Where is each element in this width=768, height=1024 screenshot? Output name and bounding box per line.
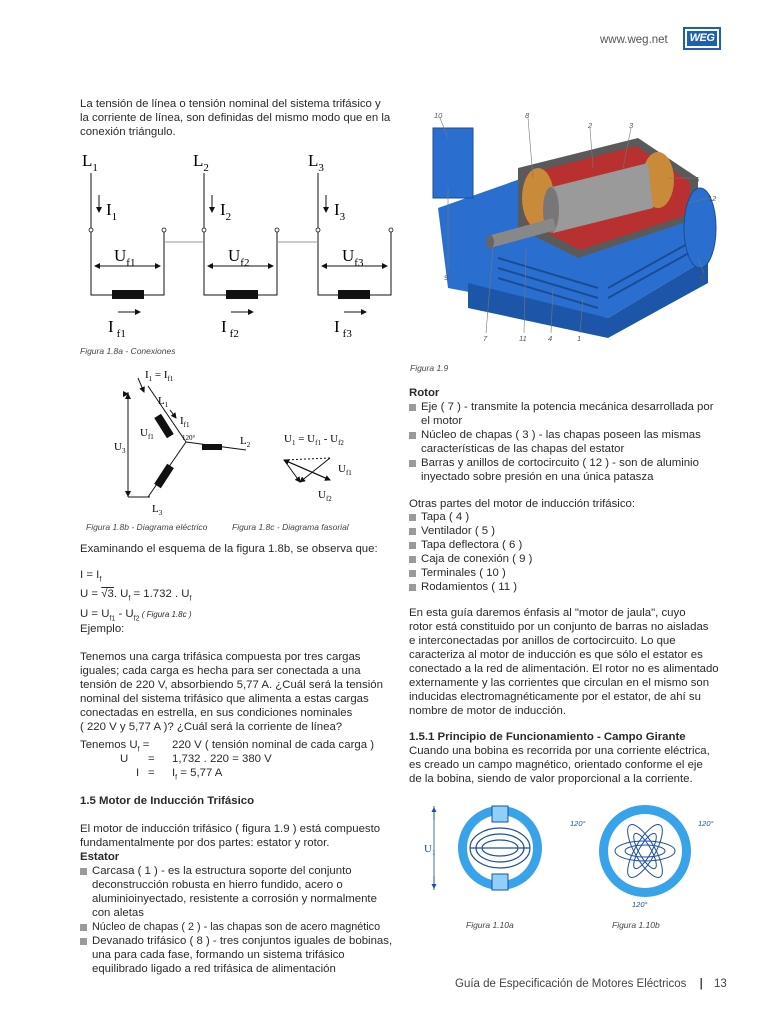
- figure-1-10a-coil-field: [420, 800, 580, 900]
- figure-1-9-caption: Figura 1.9: [410, 363, 449, 373]
- svg-text:I1 = If1: $I_1 = I_{f1}$: [145, 369, 174, 383]
- svg-text:120°: 120°: [698, 819, 714, 828]
- rotor-title: Rotor: [409, 387, 440, 399]
- svg-text:L3: $L_3$: [308, 151, 324, 174]
- svg-text:Uf3: $U_{f3}$: [342, 246, 364, 269]
- svg-text:If2: I $_{f2}$: [221, 317, 239, 340]
- list-item: Tapa ( 4 ): [409, 510, 729, 524]
- list-item: Núcleo de chapas ( 3 ) - las chapas poseen las mismas características de las chapas del estator: [409, 428, 729, 456]
- svg-text:6: 6: [700, 273, 705, 282]
- section-1-5-text: El motor de inducción trifásico ( figura 1.9 ) está compuesto fundamentalmente por dos partes: estator y rotor.: [80, 823, 381, 849]
- list-item: Núcleo de chapas ( 2 ) - las chapas son de acero magnético: [80, 920, 400, 934]
- intro-paragraph: La tensión de línea o tensión nominal del sistema trifásico y la corriente de línea, son definidas del mismo modo que en la conexión triángulo.: [80, 98, 391, 138]
- list-item: Ventilador ( 5 ): [409, 524, 729, 538]
- svg-text:3: 3: [629, 121, 634, 130]
- svg-text:Uf1: $U_{f1}$: [140, 427, 154, 441]
- header-url: www.weg.net: [600, 34, 668, 46]
- footer-separator: |: [699, 978, 703, 990]
- weg-logo: WEG: [683, 27, 721, 50]
- list-item: Caja de conexión ( 9 ): [409, 552, 729, 566]
- svg-text:10: 10: [434, 111, 443, 120]
- figure-1-10b-three-phase-field: [570, 798, 720, 910]
- list-item: Rodamientos ( 11 ): [409, 580, 729, 594]
- svg-text:Uf2: $U_{f2}$: [318, 489, 332, 503]
- svg-text:L1: $L_1$: [158, 395, 169, 409]
- svg-text:Uf1: $U_{f1}$: [114, 246, 136, 269]
- figure-1-8c-phasor-diagram: [280, 420, 380, 515]
- examine-sentence: Examinando el esquema de la figura 1.8b, se observa que:: [80, 543, 378, 555]
- svg-text:I2: $I_2$: [220, 200, 232, 223]
- svg-text:7: 7: [483, 334, 488, 343]
- list-item: Terminales ( 10 ): [409, 566, 729, 580]
- footer-title: Guía de Especificación de Motores Eléctricos: [455, 978, 687, 990]
- svg-text:If1: I $_{f1}$: [108, 317, 126, 340]
- figure-1-8b-electrical-diagram: [108, 364, 268, 519]
- rotor-list: [409, 400, 729, 484]
- svg-text:I3: $I_3$: [334, 200, 346, 223]
- section-1-5-1-title: 1.5.1 Principio de Funcionamiento - Campo Girante: [409, 731, 686, 743]
- figure-1-8c-caption: Figura 1.8c - Diagrama fasorial: [232, 522, 349, 532]
- svg-text:If3: I $_{f3}$: [334, 317, 352, 340]
- other-parts-list: [409, 510, 729, 594]
- jaula-paragraph: En esta guía daremos énfasis al "motor de jaula", cuyo rotor está constituido por un conjunto de barras no aisladas e interconectadas por anillos de cortocircuito. Lo que caracteriza al motor de inducción es que sólo el estator es conectado a la red de alimentación. El rotor no es alimentado externamente y las corrientes que circulan en el mismo son inducidas electromagnéticamente por el estator, de ahí su nombre de motor de inducción.: [409, 607, 719, 717]
- other-parts-title: Otras partes del motor de inducción trifásico:: [409, 498, 636, 510]
- svg-text:L1: $L_1$: [82, 151, 98, 174]
- svg-text:1: 1: [577, 334, 582, 343]
- figure-1-9-motor-cutaway: [408, 108, 728, 348]
- page-number: 13: [714, 978, 727, 990]
- svg-text:5: 5: [695, 175, 700, 184]
- svg-text:4: 4: [548, 334, 553, 343]
- svg-text:2: 2: [588, 121, 593, 130]
- svg-text:L3: $L_3$: [152, 503, 163, 517]
- svg-text:9: 9: [444, 273, 449, 282]
- svg-text:Uf1: $U_{f1}$: [338, 463, 352, 477]
- svg-text:U1: $U_1$: [424, 843, 436, 857]
- svg-text:If1: $I_{f1}$: [180, 415, 190, 429]
- equations: $I = I_f$ U = √3. $U_f = 1.732$ . $U_f$ $U = U_{f1} - U_{f2}$ ( Figura 1.8c ): [80, 569, 192, 622]
- figure-1-8b-caption: Figura 1.8b - Diagrama eléctrico: [86, 522, 208, 532]
- section-1-5-title: 1.5 Motor de Inducción Trifásico: [80, 795, 255, 807]
- figure-1-8a-caption: Figura 1.8a - Conexiones: [80, 346, 176, 356]
- svg-text:8: 8: [525, 111, 530, 120]
- svg-text:L2: $L_2$: [240, 435, 251, 449]
- list-item: Tapa deflectora ( 6 ): [409, 538, 729, 552]
- figure-1-10a-caption: Figura 1.10a: [466, 920, 514, 930]
- figure-1-10b-caption: Figura 1.10b: [612, 920, 660, 930]
- list-item: Eje ( 7 ) - transmite la potencia mecánica desarrollada por el motor: [409, 400, 729, 428]
- svg-text:U3: $U_3$: [114, 441, 126, 455]
- svg-text:120°: 120°: [570, 819, 586, 828]
- svg-text:12: 12: [708, 194, 717, 203]
- list-item: Carcasa ( 1 ) - es la estructura soporte del conjunto deconstrucción robusta en hierro fundido, acero o aluminioinyectado, resistente a corrosión y normalmente con aletas: [80, 864, 400, 920]
- figure-1-8a-connections: [78, 140, 408, 345]
- svg-text:L2: $L_2$: [193, 151, 209, 174]
- svg-text:U1 = Uf1 - Uf2: $U_1 = U_{f1} - U_{f2}$: [284, 433, 344, 447]
- estator-title: Estator: [80, 851, 120, 863]
- estator-list: [80, 864, 400, 976]
- svg-text:Uf2: $U_{f2}$: [228, 246, 250, 269]
- list-item: Devanado trifásico ( 8 ) - tres conjuntos iguales de bobinas, una para cada fase, formando un sistema trifásico equilibrado ligado a red trifásica de alimentación: [80, 934, 400, 976]
- svg-text:120°: 120°: [632, 900, 648, 909]
- svg-text:I1: $I_1$: [106, 200, 118, 223]
- section-1-5-1-text: Cuando una bobina es recorrida por una corriente eléctrica, es creado un campo magnético, orientado conforme el eje de la bobina, siendo de valor proporcional a la corriente.: [409, 745, 710, 785]
- footer: [455, 978, 727, 990]
- calculation-block: Tenemos $U_f$ = 220 V ( tensión nominal de cada carga ) U = 1,732 . 220 = 380 V I = $I_f = 5,77$ A: [80, 739, 374, 782]
- list-item: Barras y anillos de cortocircuito ( 12 ) - son de aluminio inyectado sobre presión en una única patasza: [409, 456, 729, 484]
- example-paragraph: Tenemos una carga trifásica compuesta por tres cargas iguales; cada carga es hecha para ser conectada a una tensión de 220 V, absorbiendo 5,77 A. ¿Cuál será la tensión nominal del sistema trifásico que alimenta a estas cargas conectadas en estrella, en sus condiciones nominales ( 220 V y 5,77 A )? ¿Cuál será la corriente de línea?: [80, 651, 383, 733]
- example-label: Ejemplo:: [80, 623, 125, 635]
- svg-text:120°: 120°: [182, 434, 196, 442]
- svg-text:11: 11: [519, 334, 527, 343]
